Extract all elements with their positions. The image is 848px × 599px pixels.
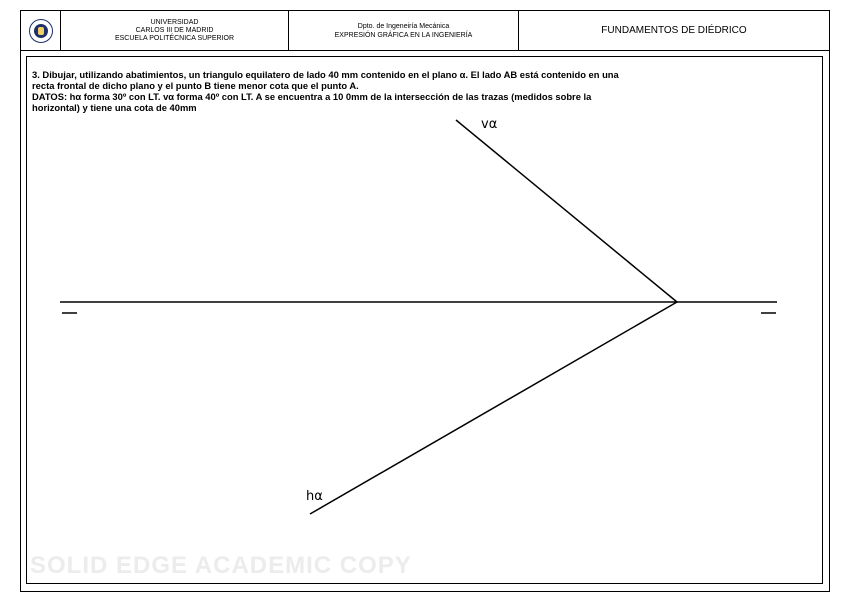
department-line-2: EXPRESIÓN GRÁFICA EN LA INGENIERÍA <box>334 31 473 39</box>
university-line-1: UNIVERSIDAD <box>150 18 199 26</box>
vertical-trace-label: vα <box>481 117 498 132</box>
statement-line-2: recta frontal de dicho plano y el punto B tiene menor cota que el punto A. <box>32 80 359 91</box>
statement-line-1: 3. Dibujar, utilizando abatimientos, un triangulo equilatero de lado 40 mm contenido en el plano α. El lado AB está contenido en una <box>32 69 619 80</box>
horizontal-trace-label: hα <box>306 489 323 504</box>
horizontal-trace <box>310 302 677 514</box>
statement-line-4: horizontal) y tiene una cota de 40mm <box>32 102 197 113</box>
course-title: FUNDAMENTOS DE DIÉDRICO <box>601 25 747 36</box>
statement-line-3: DATOS: hα forma 30º con LT. vα forma 40º con LT. A se encuentra a 10 0mm de la intersección de las trazas (medidos sobre la <box>32 91 592 102</box>
university-line-3: ESCUELA POLITÉCNICA SUPERIOR <box>114 34 235 42</box>
department-line-1: Dpto. de Ingeneiría Mecánica <box>357 22 450 30</box>
watermark: SOLID EDGE ACADEMIC COPY <box>30 552 412 579</box>
vertical-trace <box>456 120 677 302</box>
university-line-2: CARLOS III DE MADRID <box>135 26 214 34</box>
